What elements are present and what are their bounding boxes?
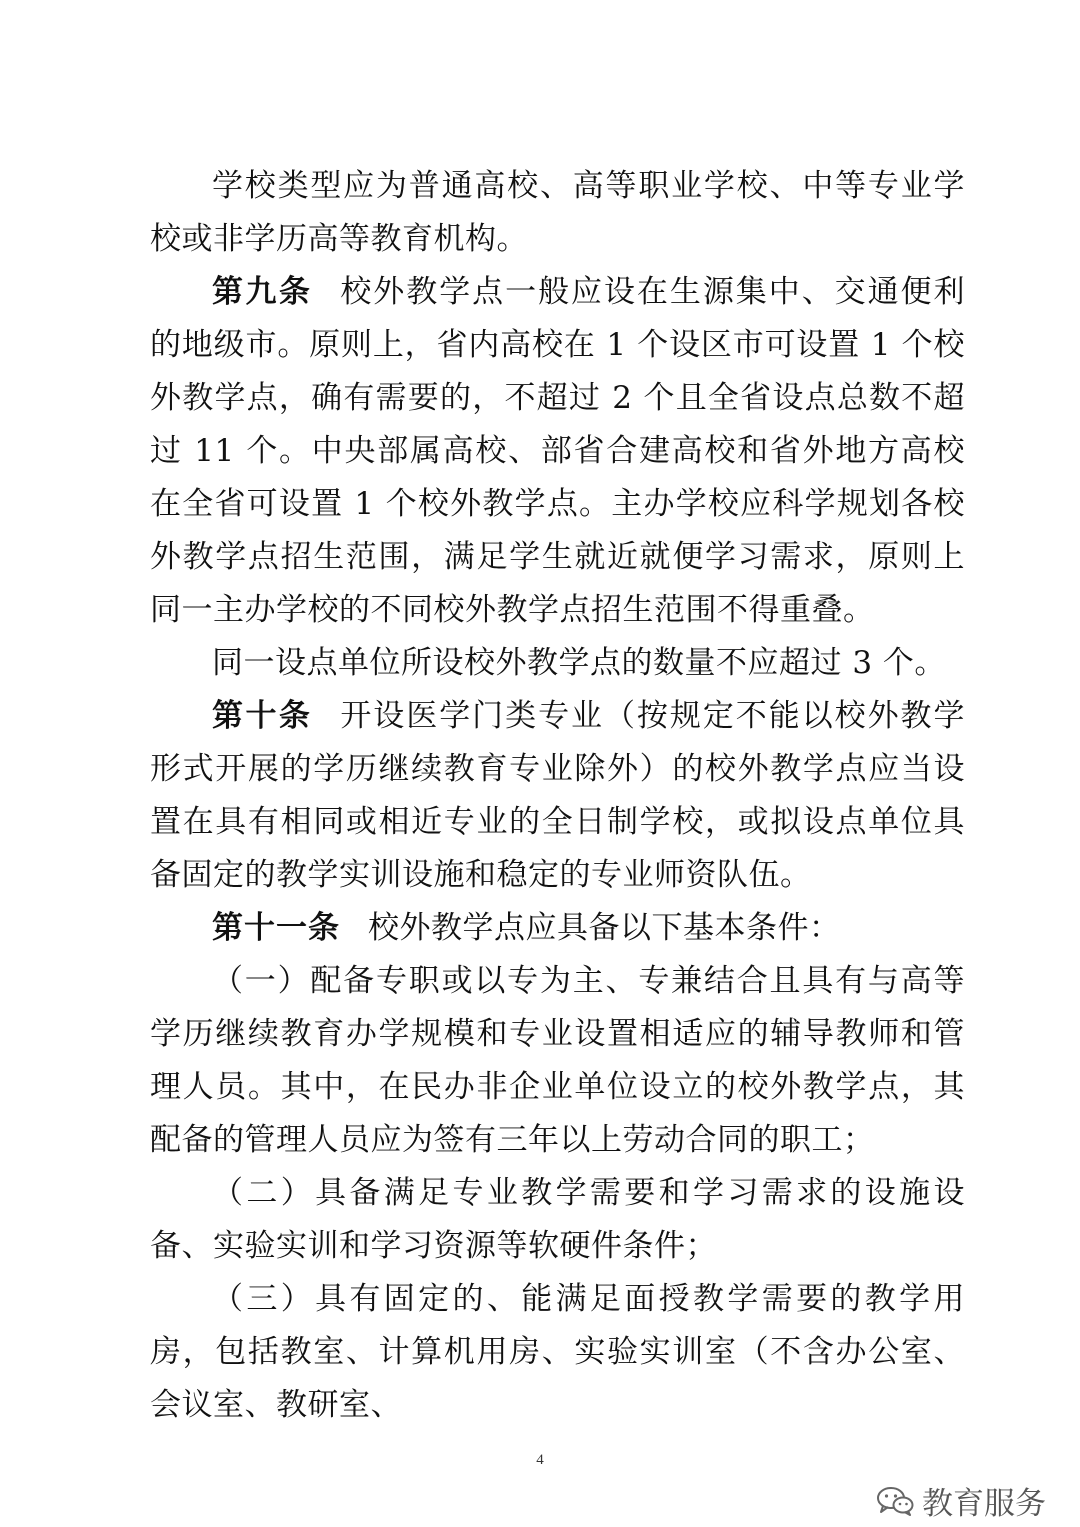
paragraph-text: 同一设点单位所设校外教学点的数量不应超过 3 个。: [212, 645, 946, 681]
paragraph-article-10: [150, 690, 965, 902]
wechat-icon: [876, 1486, 914, 1516]
paragraph-text: 校外教学点应具备以下基本条件：: [368, 910, 841, 946]
paragraph-text: 校外教学点一般应设在生源集中、交通便利的地级市。原则上，省内高校在 1 个设区市可设置 1 个校外教学点，确有需要的，不超过 2 个且全省设点总数不超过 11 个。中央部属高校、部省合建高校和省外地方高校在全省可设置 1 个校外教学点。主办学校应科学规划各校外教学点招生范围，满足学生就近就便学习需求，原则上同一主办学校的不同校外教学点招生范围不得重叠。: [150, 274, 966, 628]
paragraph-text: （一）配备专职或以专为主、专兼结合且具有与高等学历继续教育办学规模和专业设置相适应的辅导教师和管理人员。其中，在民办非企业单位设立的校外教学点，其配备的管理人员应为签有三年以上劳动合同的职工；: [150, 963, 965, 1158]
page-number: 4: [536, 1452, 544, 1468]
article-number: 第十条: [212, 698, 313, 734]
paragraph-text: 学校类型应为普通高校、高等职业学校、中等专业学校或非学历高等教育机构。: [150, 168, 965, 257]
paragraph-site-limit: [150, 637, 965, 690]
paragraph-school-type: [150, 160, 965, 266]
paragraph-text: （三）具有固定的、能满足面授教学需要的教学用房，包括教室、计算机用房、实验实训室（不含办公室、会议室、教研室、: [150, 1281, 965, 1423]
paragraph-condition-2: [150, 1167, 965, 1273]
document-body: [150, 160, 965, 1432]
paragraph-article-9: [150, 266, 965, 637]
paragraph-text: （二）具备满足专业教学需要和学习需求的设施设备、实验实训和学习资源等软硬件条件；: [150, 1175, 965, 1264]
paragraph-text: 开设医学门类专业（按规定不能以校外教学形式开展的学历继续教育专业除外）的校外教学点应当设置在具有相同或相近专业的全日制学校，或拟设点单位具备固定的教学实训设施和稳定的专业师资队伍。: [150, 698, 966, 893]
paragraph-condition-1: [150, 955, 965, 1167]
paragraph-condition-3: [150, 1273, 965, 1432]
article-number: 第十一条: [212, 910, 340, 946]
article-number: 第九条: [212, 274, 313, 310]
watermark: [876, 1478, 1046, 1523]
watermark-text: 教育服务: [922, 1486, 1046, 1522]
paragraph-article-11: [150, 902, 965, 955]
